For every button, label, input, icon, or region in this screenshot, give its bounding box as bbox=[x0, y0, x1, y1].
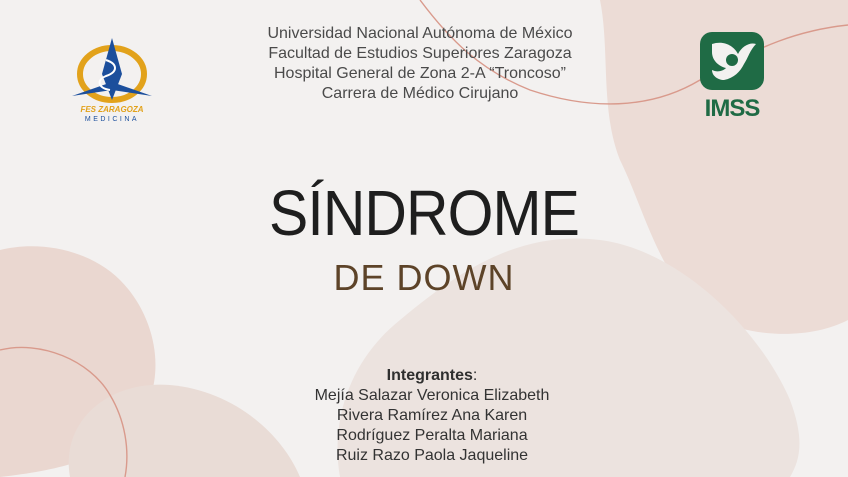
members-list bbox=[232, 366, 632, 466]
members-heading-label: Integrantes bbox=[386, 367, 473, 384]
members-heading bbox=[232, 366, 632, 386]
institution-header bbox=[220, 24, 620, 104]
member-name: Ruiz Razo Paola Jaqueline bbox=[335, 447, 529, 464]
career-name: Carrera de Médico Cirujano bbox=[321, 85, 519, 102]
member-name: Mejía Salazar Veronica Elizabeth bbox=[314, 387, 550, 404]
fes-zaragoza-logo bbox=[66, 30, 158, 124]
university-name: Universidad Nacional Autónoma de México bbox=[267, 25, 573, 42]
fes-zaragoza-wordmark: FES ZARAGOZA bbox=[80, 105, 144, 114]
slide-title: SÍNDROME bbox=[269, 177, 579, 249]
faculty-name: Facultad de Estudios Superiores Zaragoza bbox=[268, 45, 572, 62]
slide-subtitle: DE DOWN bbox=[333, 257, 515, 298]
member-name: Rodríguez Peralta Mariana bbox=[336, 427, 528, 444]
imss-logo bbox=[694, 30, 770, 122]
hospital-name: Hospital General de Zona 2-A “Troncoso” bbox=[274, 65, 566, 82]
imss-wordmark: IMSS bbox=[704, 95, 760, 122]
members-heading-colon: : bbox=[472, 367, 478, 384]
member-name: Rivera Ramírez Ana Karen bbox=[336, 407, 528, 424]
fes-medicina-label: MEDICINA bbox=[84, 116, 140, 123]
